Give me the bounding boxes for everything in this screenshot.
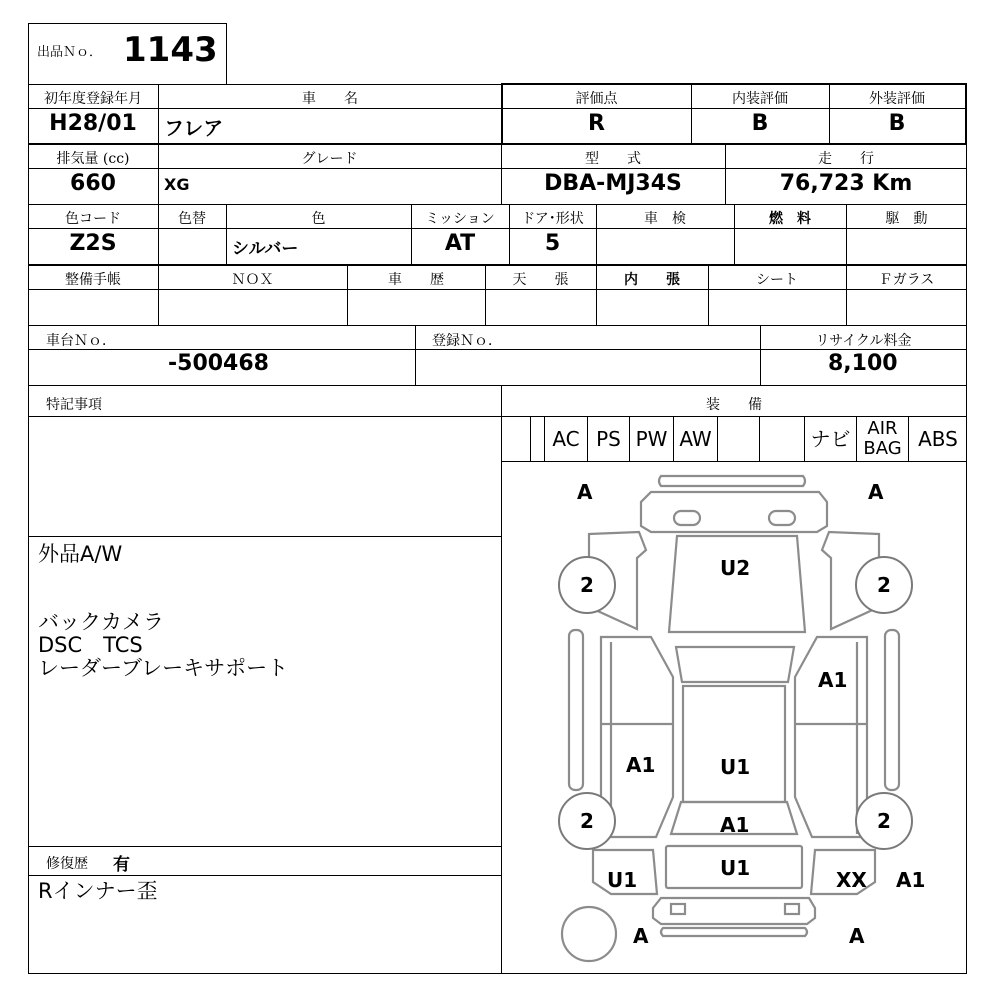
row3-divider [28,228,967,229]
exterior-value: B [888,111,906,136]
spare-tire [562,907,616,961]
score-value: R [588,111,605,136]
equipment-slot-blank-2 [718,416,760,462]
model-label: 型 式 [585,151,641,167]
f-glass-label: Ｆガラス [878,272,935,288]
recycle-value: 8,100 [828,351,898,376]
history-label: 車 歴 [388,272,444,288]
headliner-label: 天 張 [512,272,569,288]
mileage-label: 走 行 [818,151,874,167]
mark-hood: U2 [720,556,751,580]
mark-roof: U1 [720,755,751,779]
interior-label: 内装評価 [732,91,788,107]
color-code-value: Z2S [69,231,117,256]
tire-rear-right: 2 [855,792,913,850]
equipment-row [501,416,967,462]
front-right-lamp [769,511,795,525]
repair-note: Rインナー歪 [38,879,158,903]
mark-tailgate: U1 [720,856,751,880]
nox-label: ＮＯＸ [231,272,274,288]
lot-label: 出品Ｎｏ． [37,45,103,60]
score-divider [501,108,967,109]
car-name-value: フレア [164,116,224,140]
grade-label: グレード [301,151,358,167]
equipment-slot-blank-3 [760,416,805,462]
equipment-airbag: AIR BAG [857,416,909,462]
equipment-ac: AC [545,416,588,462]
equipment-navi: ナビ [805,416,857,462]
rear-left-lamp [671,904,685,914]
rear-bumper-bottom [661,928,807,936]
mark-left-rear: U1 [607,868,638,892]
displacement-label: 排気量 (cc) [56,151,130,167]
remark-line-3: バックカメラ [38,610,164,634]
repair-status: 有 [113,855,130,875]
reg-date-value: H28/01 [49,111,137,136]
drive-label: 駆 動 [885,211,928,227]
mission-value: AT [444,231,476,256]
equipment-slot-blank-1 [530,416,545,462]
row2-divider [28,168,967,169]
mark-front-right-corner: A [868,480,884,504]
equipment-ps: PS [588,416,630,462]
remark-line-1: 外品A/W [38,542,123,566]
inspection-label: 車 検 [644,211,686,227]
mark-rear-left-corner: A [633,924,649,948]
right-skirt [885,630,899,790]
remarks-divider [28,536,502,537]
equipment-aw: AW [674,416,718,462]
exterior-label: 外装評価 [869,91,925,107]
remark-line-5: レーダーブレーキサポート [38,656,289,680]
windshield [676,647,794,682]
row5-vd1 [415,325,416,386]
rear-right-lamp [785,904,799,914]
model-value: DBA-MJ34S [544,171,682,196]
equipment-label: 装 備 [706,397,762,413]
tire-front-right: 2 [855,556,913,614]
mark-right-quarter: A1 [896,868,926,892]
tire-rear-left: 2 [558,792,616,850]
color-code-label: 色コード [65,211,121,227]
hood [669,536,805,632]
roof [683,686,785,802]
color-label: 色 [311,211,326,227]
mark-rear-glass: A1 [720,813,750,837]
car-name-label: 車 名 [302,91,358,107]
reg-no-label: 登録Ｎｏ． [432,333,502,349]
rear-bumper [653,898,815,924]
color-value: シルバー [232,239,299,259]
seat-label: シート [756,272,798,288]
mark-left-door: A1 [626,753,656,777]
reg-date-label: 初年度登録年月 [44,91,142,107]
door-value: 5 [544,231,561,256]
lot-number: 1143 [123,30,218,70]
chassis-value: -500468 [168,351,269,376]
maintenance-label: 整備手帳 [65,272,121,288]
lot-box [28,23,227,85]
repair-label: 修復歴 [46,856,88,872]
chassis-label: 車台Ｎｏ． [46,333,116,349]
car-diagram [501,462,967,974]
mark-right-front-door: A1 [818,668,848,692]
equipment-pw: PW [630,416,674,462]
repair-top-divider [28,846,502,847]
mark-right-rear: XX [836,868,867,892]
fuel-label: 燃 料 [769,211,811,227]
inner-trim-label: 内 張 [624,272,680,288]
grade-value: XG [164,175,190,194]
displacement-value: 660 [70,171,116,196]
equipment-abs: ABS [918,427,958,451]
recycle-label: リサイクル料金 [815,333,912,349]
front-left-lamp [674,511,700,525]
row4-divider [28,289,967,290]
row1-divider [28,108,502,109]
mileage-value: 76,723 Km [779,171,913,196]
remarks-label: 特記事項 [46,397,102,413]
mark-rear-right-corner: A [849,924,865,948]
remark-line-4: DSC TCS [38,633,143,657]
front-bumper [641,492,827,532]
interior-value: B [751,111,769,136]
front-bumper-top [659,476,805,486]
left-skirt [569,630,583,790]
door-label: ドア･形状 [521,211,584,227]
mark-front-left-corner: A [577,480,593,504]
mission-label: ミッション [425,211,495,227]
score-label: 評価点 [575,91,618,107]
recolor-label: 色替 [178,211,206,227]
tire-front-left: 2 [558,556,616,614]
